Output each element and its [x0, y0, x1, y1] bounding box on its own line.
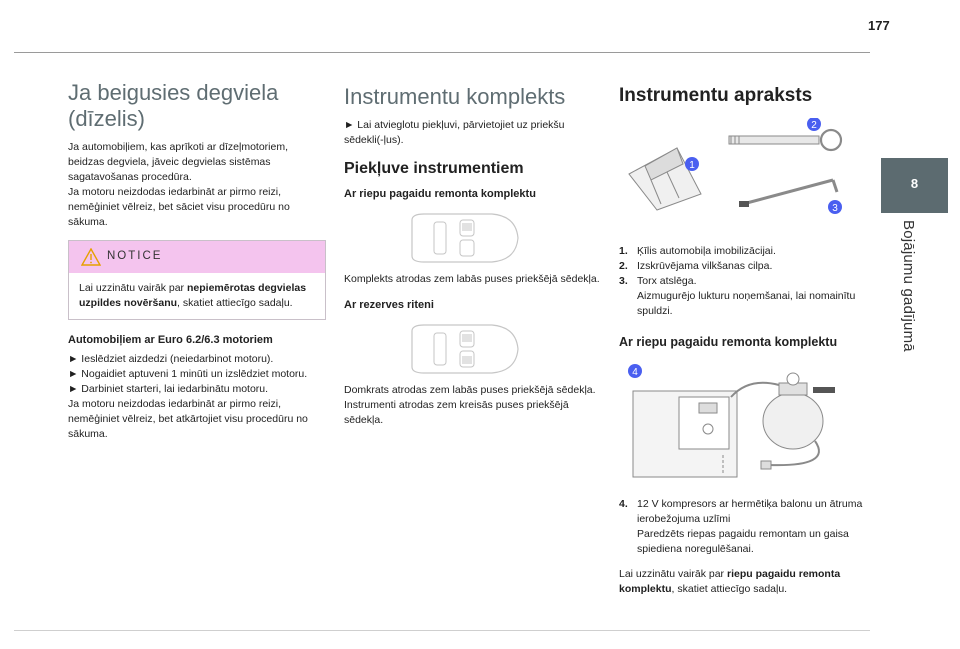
access-title: Piekļuve instrumentiem — [344, 160, 524, 177]
fuel-intro-line: nemēģiniet vēlreiz, bet sāciet visu procedūru no — [68, 201, 290, 213]
euro-subheading: Automobiļiem ar Euro 6.2/6.3 motoriem — [68, 334, 273, 346]
chapter-tab[interactable] — [881, 158, 948, 213]
item-number: 3. — [619, 275, 628, 287]
jack-location: Domkrats atrodas zem labās puses priekšējā sēdekļa. — [344, 384, 596, 396]
badge-4-icon — [628, 364, 642, 378]
svg-text:2: 2 — [811, 120, 817, 131]
notice-text — [69, 273, 325, 319]
tools-illustration — [621, 118, 851, 218]
compressor-illustration — [619, 357, 849, 487]
item-number: 4. — [619, 498, 628, 510]
footer-text-post: , skatiet attiecīgo sadaļu. — [671, 583, 788, 595]
top-divider — [14, 52, 870, 53]
step-item: Ja motoru neizdodas iedarbināt ar pirmo reizi, nemēģiniet vēlreiz, bet atkārtojiet visu procedūru no sākuma. — [68, 398, 308, 440]
repair-kit-footer — [619, 567, 877, 597]
item-text: Torx atslēga. — [637, 275, 697, 287]
fuel-intro-line: Ja motoru neizdodas iedarbināt ar pirmo reizi, — [68, 186, 282, 198]
notice-text-post: , skatiet attiecīgo sadaļu. — [177, 297, 293, 309]
badge-1-icon — [685, 157, 699, 171]
notice-text-pre: Lai uzzinātu vairāk par — [79, 282, 187, 294]
toolkit-title: Instrumentu komplekts — [344, 84, 566, 109]
fuel-intro-line: beidzas degviela, jāveic degvielas sistēmas — [68, 156, 271, 168]
badge-2-icon — [807, 118, 821, 131]
spare-wheel-subheading: Ar rezerves riteni — [344, 299, 434, 311]
badge-3-icon — [828, 200, 842, 214]
bottom-divider — [14, 630, 870, 631]
svg-text:1: 1 — [689, 160, 695, 171]
tools-location: Instrumenti atrodas zem kreisās puses priekšējā sēdekļa. — [344, 399, 569, 426]
towing-eye-icon — [729, 130, 841, 150]
list-item — [619, 274, 877, 319]
torx-key-icon — [739, 180, 837, 207]
tools-description-section — [619, 84, 877, 597]
item-text: Paredzēts riepas pagaidu remontam un gaisa spiediena noregulēšanai. — [637, 528, 849, 555]
svg-text:4: 4 — [632, 367, 638, 378]
footer-text-bold: riepu pagaidu remonta komplektu — [619, 568, 841, 595]
page-number: 177 — [868, 18, 890, 33]
list-item — [619, 497, 877, 557]
repair-kit-heading: Ar riepu pagaidu remonta komplektu — [619, 335, 838, 349]
sealant-bottle-icon — [731, 373, 835, 469]
chapter-title: Bojājumu gadījumā — [900, 220, 917, 352]
toolkit-section — [344, 84, 602, 428]
step-item: ► Nogaidiet aptuveni 1 minūti un izslēdziet motoru. — [68, 368, 308, 380]
notice-box — [68, 240, 326, 320]
fuel-intro-line: Ja automobiļiem, kas aprīkoti ar dīzeļmotoriem, — [68, 141, 289, 153]
footer-text-pre: Lai uzzinātu vairāk par — [619, 568, 727, 580]
list-item — [619, 259, 877, 274]
tools-description-title: Instrumentu apraksts — [619, 85, 813, 106]
step-item: ► Ieslēdziet aizdedzi (neiedarbinot motoru). — [68, 353, 274, 365]
step-item: ► Darbiniet starteri, lai iedarbinātu motoru. — [68, 383, 269, 395]
warning-triangle-icon — [81, 248, 101, 266]
repair-kit-subheading: Ar riepu pagaidu remonta komplektu — [344, 188, 536, 200]
item-number: 2. — [619, 260, 628, 272]
item-number: 1. — [619, 245, 628, 257]
item-text: Aizmugurējo lukturu noņemšanai, lai nomainītu spuldzi. — [637, 290, 856, 317]
compressor-icon — [633, 391, 737, 477]
toolkit-intro: ► Lai atvieglotu piekļuvi, pārvietojiet uz priekšu sēdekli(-ļus). — [344, 119, 565, 146]
chapter-number: 8 — [910, 176, 919, 191]
list-item — [619, 244, 877, 259]
fuel-section — [68, 80, 326, 442]
notice-text-bold: nepiemērotas degvielas uzpildes novēršanu — [79, 282, 307, 309]
item-text: 12 V kompresors ar hermētiķa balonu un ātruma ierobežojuma uzlīmi — [637, 498, 863, 525]
fuel-intro-line: sākuma. — [68, 216, 108, 228]
car-top-view-icon — [404, 321, 524, 377]
repair-kit-location: Komplekts atrodas zem labās puses priekšējā sēdekļa. — [344, 273, 600, 285]
fuel-section-title: Ja beigusies degviela (dīzelis) — [68, 80, 279, 131]
item-text: Izskrūvējama vilkšanas cilpa. — [637, 260, 773, 272]
item-text: Ķīlis automobiļa imobilizācijai. — [637, 245, 776, 257]
fuel-intro-line: sagatavošanas procedūra. — [68, 171, 192, 183]
svg-text:3: 3 — [832, 203, 838, 214]
car-top-view-icon — [404, 210, 524, 266]
notice-label: NOTICE — [107, 250, 163, 262]
notice-header — [69, 241, 325, 273]
